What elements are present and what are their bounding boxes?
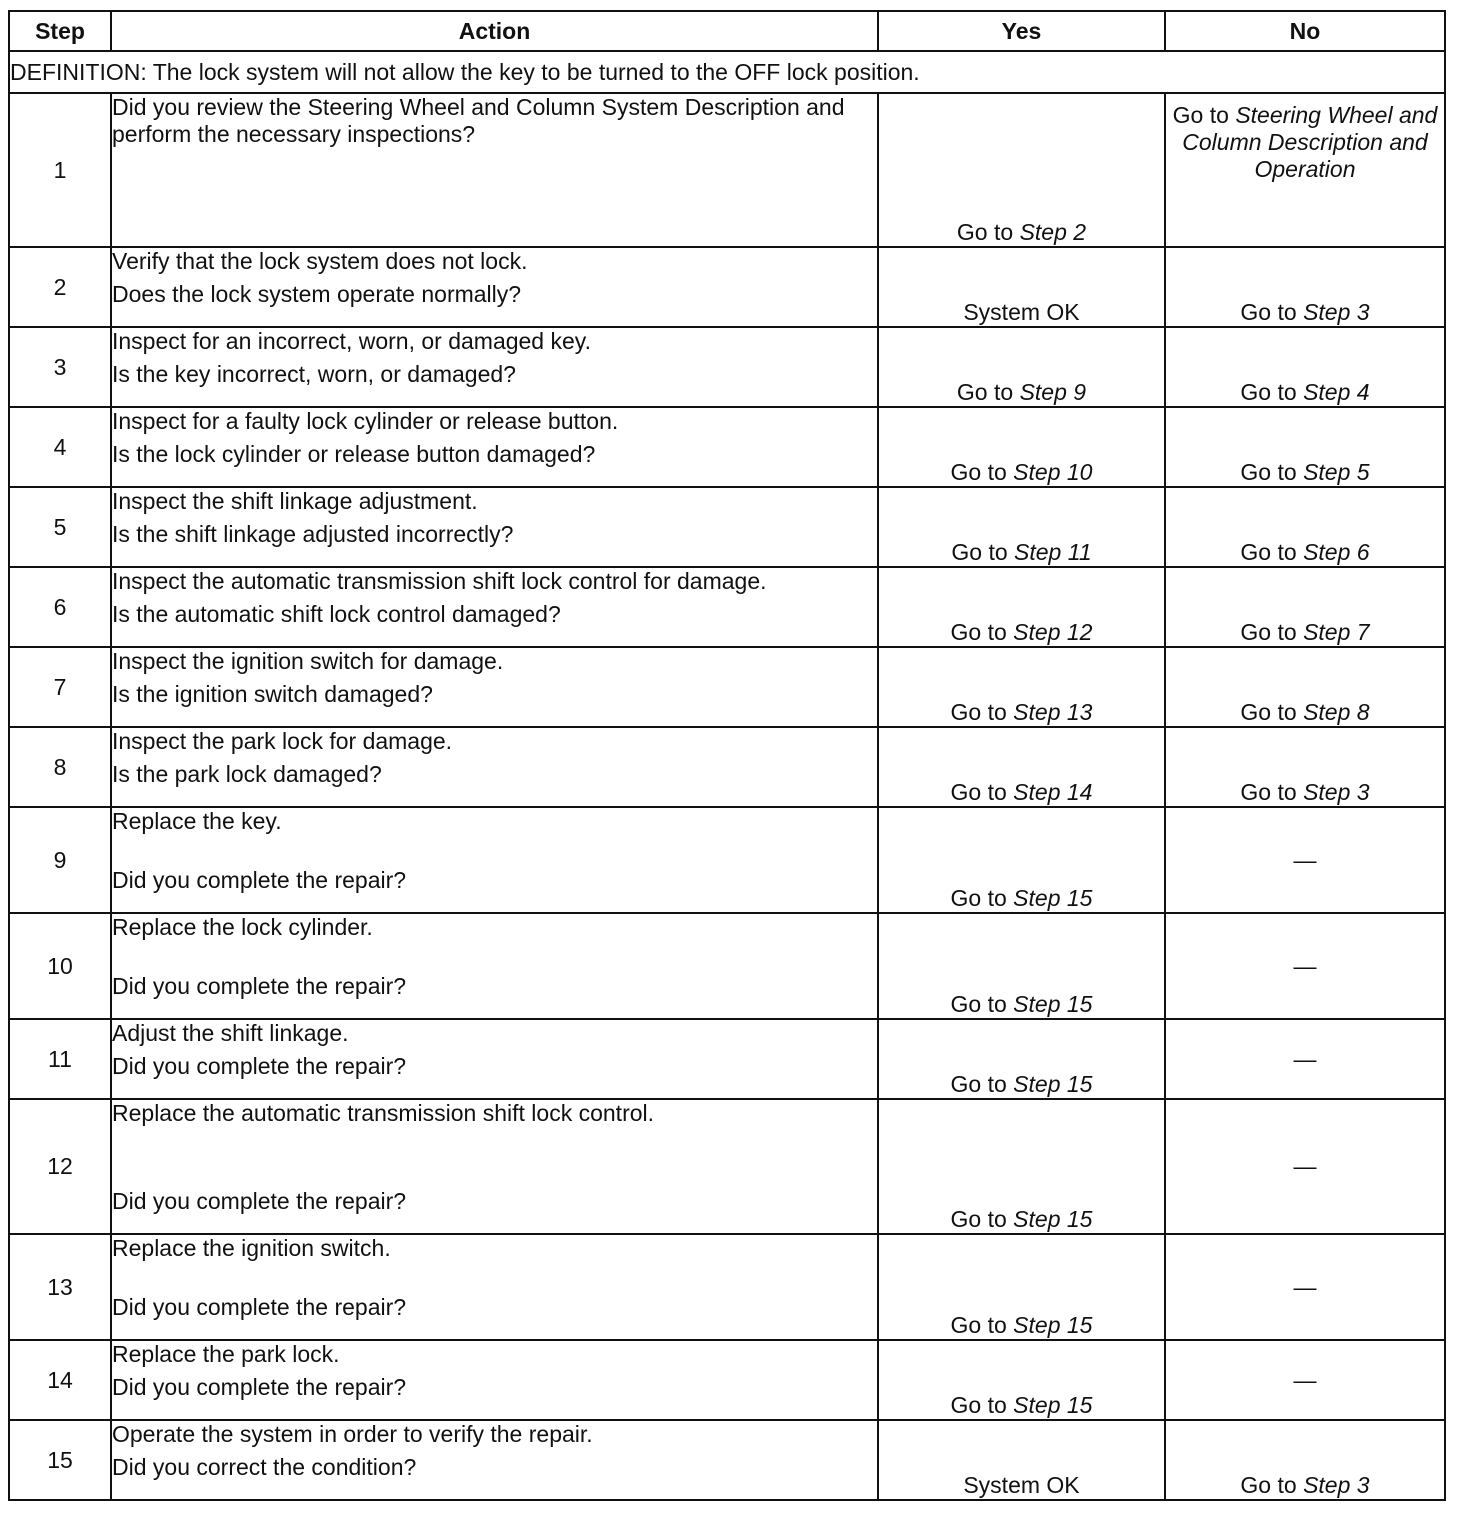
step-reference: Step 11 [1014,539,1092,565]
action-line: Does the lock system operate normally? [112,281,522,307]
no-result [1165,647,1445,727]
goto-label: Go to [950,619,1007,645]
header-no: No [1165,11,1445,51]
action-cell [111,807,878,913]
goto-label: Go to [1240,1472,1297,1498]
no-result [1165,247,1445,327]
yes-result [878,327,1165,407]
action-line: Inspect for an incorrect, worn, or damaged key. [112,328,591,354]
action-line: Operate the system in order to verify the repair. [112,1421,593,1447]
goto-label: Go to [950,459,1007,485]
yes-result [878,727,1165,807]
action-cell [111,913,878,1019]
action-line: Did you correct the condition? [112,1454,417,1480]
step-number: 3 [9,327,111,407]
step-number: 10 [9,913,111,1019]
step-reference: Step 12 [1013,619,1093,645]
diagnostic-table [8,10,1446,1501]
goto-label: Go to [950,1312,1007,1338]
step-reference: Step 7 [1303,619,1370,645]
action-cell [111,1420,878,1500]
action-cell [111,1234,878,1340]
action-line: Replace the lock cylinder. [112,914,373,940]
goto-label: Go to [1172,102,1229,128]
no-result [1165,1019,1445,1099]
yes-result [878,647,1165,727]
step-reference: Step 5 [1303,459,1370,485]
step-number: 9 [9,807,111,913]
no-result-text: — [1293,846,1317,873]
goto-label: Go to [950,779,1007,805]
step-number: 15 [9,1420,111,1500]
goto-label: Go to [950,991,1007,1017]
action-line: Is the automatic shift lock control damaged? [112,601,561,627]
step-number: 12 [9,1099,111,1234]
action-line: Inspect the shift linkage adjustment. [112,488,478,514]
table-row [9,407,1445,487]
step-reference: Step 4 [1303,379,1370,405]
action-line: Did you complete the repair? [112,973,407,999]
header-row [9,11,1445,51]
goto-label: Go to [1240,379,1297,405]
step-number: 4 [9,407,111,487]
yes-result [878,487,1165,567]
goto-label: Go to [1240,539,1297,565]
action-line: Did you review the Steering Wheel and Column System Description and perform the necessary inspections? [112,94,845,147]
action-line: Replace the automatic transmission shift lock control. [112,1100,655,1126]
action-cell [111,1099,878,1234]
step-reference: Steering Wheel and Column Description and Operation [1182,102,1438,182]
step-reference: Step 15 [1013,1392,1093,1418]
goto-label: Go to [951,539,1008,565]
step-reference: Step 13 [1013,699,1093,725]
action-line: Did you complete the repair? [112,1188,407,1214]
table-row [9,1420,1445,1500]
goto-label: Go to [956,379,1014,405]
action-line: Is the lock cylinder or release button damaged? [112,441,596,467]
table-row [9,327,1445,407]
action-line: Inspect for a faulty lock cylinder or release button. [112,408,619,434]
goto-label: Go to [950,699,1007,725]
yes-result [878,567,1165,647]
action-cell [111,1340,878,1420]
step-number: 8 [9,727,111,807]
action-line: Replace the park lock. [112,1341,340,1367]
table-row [9,1340,1445,1420]
action-cell [111,327,878,407]
definition-text: DEFINITION: The lock system will not allow the key to be turned to the OFF lock position. [9,51,1445,93]
goto-label: Go to [1240,459,1297,485]
action-line: Is the shift linkage adjusted incorrectly? [112,521,514,547]
no-result [1165,1340,1445,1420]
no-result [1165,327,1445,407]
action-line: Adjust the shift linkage. [112,1020,349,1046]
action-cell [111,93,878,247]
action-line: Inspect the park lock for damage. [112,728,453,754]
no-result-text: — [1293,1153,1317,1179]
action-line: Inspect the automatic transmission shift lock control for damage. [112,568,767,594]
action-cell [111,727,878,807]
action-cell [111,487,878,567]
no-result [1165,727,1445,807]
step-reference: Step 10 [1013,459,1093,485]
step-number: 5 [9,487,111,567]
table-row [9,487,1445,567]
step-number: 11 [9,1019,111,1099]
definition-row [9,51,1445,93]
action-line: Replace the ignition switch. [112,1235,391,1261]
action-line: Verify that the lock system does not lock. [112,248,528,274]
step-number: 14 [9,1340,111,1420]
step-reference: Step 15 [1013,991,1093,1017]
step-number: 6 [9,567,111,647]
action-cell [111,567,878,647]
step-number: 7 [9,647,111,727]
step-number: 13 [9,1234,111,1340]
no-result-text: — [1293,1366,1317,1393]
step-reference: Step 2 [1019,219,1087,245]
action-line: Is the park lock damaged? [112,761,382,787]
yes-result [878,407,1165,487]
step-number: 2 [9,247,111,327]
step-reference: Step 9 [1019,379,1087,405]
yes-result [878,1234,1165,1340]
action-cell [111,1019,878,1099]
table-row [9,647,1445,727]
no-result [1165,407,1445,487]
yes-result [878,247,1165,327]
goto-label: Go to [950,885,1007,911]
action-line: Did you complete the repair? [112,867,407,893]
action-line: Is the ignition switch damaged? [112,681,433,707]
action-cell [111,407,878,487]
table-row [9,567,1445,647]
no-result [1165,567,1445,647]
no-result [1165,913,1445,1019]
no-result [1165,487,1445,567]
header-yes: Yes [878,11,1165,51]
step-reference: Step 8 [1303,699,1370,725]
step-reference: Step 15 [1013,1206,1093,1232]
yes-result [878,1340,1165,1420]
action-line: Did you complete the repair? [112,1374,407,1400]
yes-result-text: System OK [963,299,1080,325]
no-result [1165,1420,1445,1500]
yes-result [878,1099,1165,1234]
step-reference: Step 15 [1013,1071,1093,1097]
action-line: Did you complete the repair? [112,1053,407,1079]
step-reference: Step 15 [1013,885,1093,911]
table-row [9,247,1445,327]
action-line: Inspect the ignition switch for damage. [112,648,504,674]
table-row [9,913,1445,1019]
goto-label: Go to [1240,779,1297,805]
goto-label: Go to [950,1206,1007,1232]
table-row [9,1019,1445,1099]
no-result-text: — [1293,952,1317,979]
table-row [9,1099,1445,1234]
action-cell [111,647,878,727]
table-row [9,807,1445,913]
yes-result [878,913,1165,1019]
header-step: Step [9,11,111,51]
yes-result [878,1420,1165,1500]
yes-result [878,93,1165,247]
step-number: 1 [9,93,111,247]
action-line: Replace the key. [112,808,282,834]
goto-label: Go to [1240,619,1297,645]
no-result [1165,1234,1445,1340]
goto-label: Go to [1240,299,1297,325]
no-result [1165,807,1445,913]
action-cell [111,247,878,327]
yes-result-text: System OK [963,1472,1080,1498]
step-reference: Step 3 [1303,1472,1370,1498]
step-reference: Step 15 [1013,1312,1093,1338]
goto-label: Go to [956,219,1014,245]
table-row [9,93,1445,247]
step-reference: Step 3 [1303,299,1370,325]
goto-label: Go to [950,1071,1007,1097]
yes-result [878,1019,1165,1099]
step-reference: Step 3 [1303,779,1370,805]
step-reference: Step 14 [1013,779,1093,805]
no-result-text: — [1293,1273,1317,1300]
action-line: Is the key incorrect, worn, or damaged? [112,361,516,387]
action-line: Did you complete the repair? [112,1294,407,1320]
yes-result [878,807,1165,913]
no-result-text: — [1293,1045,1317,1072]
table-row [9,1234,1445,1340]
no-result [1165,93,1445,247]
goto-label: Go to [1240,699,1297,725]
table-row [9,727,1445,807]
header-action: Action [111,11,878,51]
step-reference: Step 6 [1303,539,1370,565]
no-result [1165,1099,1445,1234]
goto-label: Go to [950,1392,1007,1418]
